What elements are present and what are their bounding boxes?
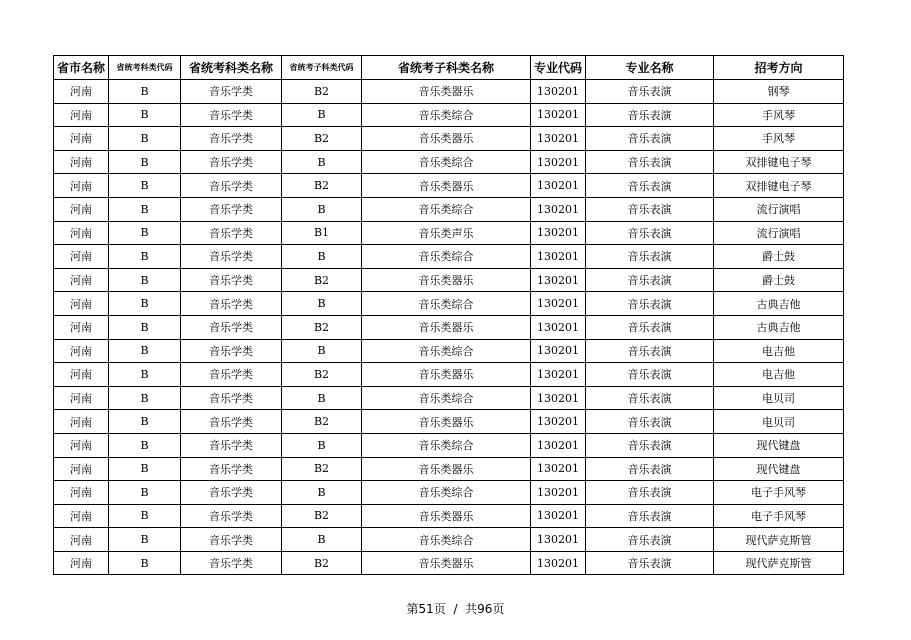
cell-subcategory-name: 音乐类器乐 bbox=[362, 410, 531, 434]
cell-major-name: 音乐表演 bbox=[586, 386, 714, 410]
cell-province: 河南 bbox=[54, 127, 109, 151]
cell-major-name: 音乐表演 bbox=[586, 481, 714, 505]
cell-province: 河南 bbox=[54, 197, 109, 221]
cell-subcategory-code: B bbox=[282, 245, 362, 269]
cell-category-code: B bbox=[109, 528, 181, 552]
cell-subcategory-code: B bbox=[282, 433, 362, 457]
cell-subcategory-code: B2 bbox=[282, 315, 362, 339]
cell-major-code: 130201 bbox=[531, 528, 586, 552]
cell-direction: 现代萨克斯管 bbox=[714, 528, 844, 552]
cell-direction: 爵士鼓 bbox=[714, 268, 844, 292]
cell-category-code: B bbox=[109, 174, 181, 198]
cell-direction: 现代键盘 bbox=[714, 457, 844, 481]
cell-major-name: 音乐表演 bbox=[586, 528, 714, 552]
header-row bbox=[54, 56, 844, 80]
cell-province: 河南 bbox=[54, 457, 109, 481]
cell-subcategory-code: B bbox=[282, 386, 362, 410]
table-row bbox=[54, 551, 844, 575]
cell-subcategory-code: B bbox=[282, 197, 362, 221]
cell-subcategory-name: 音乐类综合 bbox=[362, 150, 531, 174]
cell-direction: 电子手风琴 bbox=[714, 504, 844, 528]
cell-category-code: B bbox=[109, 103, 181, 127]
cell-major-code: 130201 bbox=[531, 315, 586, 339]
table-row bbox=[54, 268, 844, 292]
table-row bbox=[54, 433, 844, 457]
cell-category-name: 音乐学类 bbox=[181, 127, 282, 151]
table-row bbox=[54, 174, 844, 198]
page-number: 第51页 bbox=[406, 602, 446, 616]
cell-subcategory-name: 音乐类器乐 bbox=[362, 174, 531, 198]
cell-subcategory-code: B2 bbox=[282, 551, 362, 575]
cell-major-code: 130201 bbox=[531, 245, 586, 269]
cell-major-code: 130201 bbox=[531, 339, 586, 363]
cell-category-name: 音乐学类 bbox=[181, 197, 282, 221]
cell-category-name: 音乐学类 bbox=[181, 315, 282, 339]
cell-major-name: 音乐表演 bbox=[586, 504, 714, 528]
cell-major-code: 130201 bbox=[531, 127, 586, 151]
cell-direction: 电吉他 bbox=[714, 339, 844, 363]
cell-subcategory-code: B bbox=[282, 528, 362, 552]
cell-subcategory-name: 音乐类器乐 bbox=[362, 315, 531, 339]
cell-category-code: B bbox=[109, 363, 181, 387]
table-row bbox=[54, 150, 844, 174]
cell-direction: 手风琴 bbox=[714, 127, 844, 151]
cell-subcategory-name: 音乐类器乐 bbox=[362, 504, 531, 528]
cell-category-code: B bbox=[109, 504, 181, 528]
cell-subcategory-name: 音乐类综合 bbox=[362, 433, 531, 457]
cell-category-name: 音乐学类 bbox=[181, 410, 282, 434]
cell-major-name: 音乐表演 bbox=[586, 197, 714, 221]
cell-province: 河南 bbox=[54, 80, 109, 104]
cell-category-name: 音乐学类 bbox=[181, 433, 282, 457]
cell-major-code: 130201 bbox=[531, 150, 586, 174]
cell-province: 河南 bbox=[54, 245, 109, 269]
admissions-table bbox=[53, 55, 844, 575]
cell-subcategory-name: 音乐类综合 bbox=[362, 103, 531, 127]
cell-subcategory-code: B2 bbox=[282, 80, 362, 104]
cell-category-name: 音乐学类 bbox=[181, 245, 282, 269]
cell-province: 河南 bbox=[54, 150, 109, 174]
cell-category-name: 音乐学类 bbox=[181, 339, 282, 363]
cell-major-code: 130201 bbox=[531, 292, 586, 316]
cell-category-name: 音乐学类 bbox=[181, 80, 282, 104]
cell-category-name: 音乐学类 bbox=[181, 150, 282, 174]
cell-direction: 电吉他 bbox=[714, 363, 844, 387]
page-footer bbox=[0, 600, 911, 617]
cell-major-code: 130201 bbox=[531, 433, 586, 457]
cell-major-name: 音乐表演 bbox=[586, 127, 714, 151]
cell-category-code: B bbox=[109, 551, 181, 575]
cell-subcategory-name: 音乐类器乐 bbox=[362, 551, 531, 575]
cell-subcategory-code: B2 bbox=[282, 363, 362, 387]
page-separator: / bbox=[453, 602, 458, 616]
cell-category-code: B bbox=[109, 386, 181, 410]
cell-category-name: 音乐学类 bbox=[181, 221, 282, 245]
cell-category-code: B bbox=[109, 457, 181, 481]
cell-direction: 现代键盘 bbox=[714, 433, 844, 457]
cell-direction: 现代萨克斯管 bbox=[714, 551, 844, 575]
header-category-name: 省统考科类名称 bbox=[181, 56, 282, 80]
cell-major-name: 音乐表演 bbox=[586, 245, 714, 269]
cell-province: 河南 bbox=[54, 528, 109, 552]
table-row bbox=[54, 504, 844, 528]
cell-category-code: B bbox=[109, 292, 181, 316]
cell-major-name: 音乐表演 bbox=[586, 551, 714, 575]
cell-category-code: B bbox=[109, 410, 181, 434]
cell-subcategory-code: B bbox=[282, 150, 362, 174]
cell-major-name: 音乐表演 bbox=[586, 80, 714, 104]
table-row bbox=[54, 127, 844, 151]
cell-subcategory-name: 音乐类器乐 bbox=[362, 80, 531, 104]
table-row bbox=[54, 528, 844, 552]
cell-subcategory-name: 音乐类综合 bbox=[362, 528, 531, 552]
table-body bbox=[54, 80, 844, 575]
table-row bbox=[54, 457, 844, 481]
page-total: 共96页 bbox=[465, 602, 505, 616]
cell-major-code: 130201 bbox=[531, 174, 586, 198]
cell-direction: 电子手风琴 bbox=[714, 481, 844, 505]
table-row bbox=[54, 315, 844, 339]
header-province-name: 省市名称 bbox=[54, 56, 109, 80]
cell-category-name: 音乐学类 bbox=[181, 386, 282, 410]
cell-province: 河南 bbox=[54, 315, 109, 339]
table-row bbox=[54, 481, 844, 505]
table-row bbox=[54, 245, 844, 269]
cell-subcategory-code: B2 bbox=[282, 127, 362, 151]
cell-category-name: 音乐学类 bbox=[181, 504, 282, 528]
cell-category-code: B bbox=[109, 268, 181, 292]
cell-direction: 双排键电子琴 bbox=[714, 150, 844, 174]
cell-subcategory-name: 音乐类综合 bbox=[362, 481, 531, 505]
cell-subcategory-name: 音乐类器乐 bbox=[362, 457, 531, 481]
cell-major-code: 130201 bbox=[531, 386, 586, 410]
cell-province: 河南 bbox=[54, 481, 109, 505]
table-row bbox=[54, 386, 844, 410]
cell-province: 河南 bbox=[54, 504, 109, 528]
cell-subcategory-code: B bbox=[282, 292, 362, 316]
cell-major-code: 130201 bbox=[531, 363, 586, 387]
cell-major-name: 音乐表演 bbox=[586, 410, 714, 434]
header-major-code: 专业代码 bbox=[531, 56, 586, 80]
cell-subcategory-code: B1 bbox=[282, 221, 362, 245]
cell-major-name: 音乐表演 bbox=[586, 174, 714, 198]
cell-province: 河南 bbox=[54, 386, 109, 410]
cell-subcategory-code: B bbox=[282, 103, 362, 127]
cell-category-code: B bbox=[109, 127, 181, 151]
cell-category-name: 音乐学类 bbox=[181, 481, 282, 505]
cell-major-name: 音乐表演 bbox=[586, 457, 714, 481]
cell-province: 河南 bbox=[54, 103, 109, 127]
cell-subcategory-code: B2 bbox=[282, 174, 362, 198]
cell-subcategory-name: 音乐类综合 bbox=[362, 245, 531, 269]
cell-province: 河南 bbox=[54, 268, 109, 292]
table-row bbox=[54, 363, 844, 387]
cell-province: 河南 bbox=[54, 433, 109, 457]
table-row bbox=[54, 339, 844, 363]
cell-major-name: 音乐表演 bbox=[586, 268, 714, 292]
cell-category-code: B bbox=[109, 433, 181, 457]
cell-major-name: 音乐表演 bbox=[586, 433, 714, 457]
cell-major-code: 130201 bbox=[531, 551, 586, 575]
cell-direction: 古典吉他 bbox=[714, 315, 844, 339]
cell-direction: 流行演唱 bbox=[714, 221, 844, 245]
cell-province: 河南 bbox=[54, 363, 109, 387]
cell-category-code: B bbox=[109, 150, 181, 174]
cell-major-name: 音乐表演 bbox=[586, 315, 714, 339]
cell-subcategory-code: B bbox=[282, 339, 362, 363]
cell-major-name: 音乐表演 bbox=[586, 339, 714, 363]
cell-major-code: 130201 bbox=[531, 481, 586, 505]
cell-province: 河南 bbox=[54, 292, 109, 316]
table-row bbox=[54, 292, 844, 316]
cell-province: 河南 bbox=[54, 174, 109, 198]
cell-category-code: B bbox=[109, 339, 181, 363]
cell-category-name: 音乐学类 bbox=[181, 363, 282, 387]
cell-direction: 手风琴 bbox=[714, 103, 844, 127]
cell-subcategory-code: B2 bbox=[282, 410, 362, 434]
cell-subcategory-code: B2 bbox=[282, 504, 362, 528]
cell-category-name: 音乐学类 bbox=[181, 268, 282, 292]
cell-major-name: 音乐表演 bbox=[586, 150, 714, 174]
cell-category-code: B bbox=[109, 80, 181, 104]
table-row bbox=[54, 410, 844, 434]
cell-category-name: 音乐学类 bbox=[181, 457, 282, 481]
cell-subcategory-name: 音乐类器乐 bbox=[362, 363, 531, 387]
cell-direction: 爵士鼓 bbox=[714, 245, 844, 269]
cell-subcategory-name: 音乐类综合 bbox=[362, 292, 531, 316]
cell-category-code: B bbox=[109, 315, 181, 339]
cell-direction: 电贝司 bbox=[714, 386, 844, 410]
header-major-name: 专业名称 bbox=[586, 56, 714, 80]
cell-province: 河南 bbox=[54, 221, 109, 245]
cell-major-code: 130201 bbox=[531, 197, 586, 221]
cell-direction: 流行演唱 bbox=[714, 197, 844, 221]
cell-province: 河南 bbox=[54, 410, 109, 434]
header-subcategory-code: 省统考子科类代码 bbox=[282, 56, 362, 80]
cell-subcategory-name: 音乐类综合 bbox=[362, 197, 531, 221]
header-subcategory-name: 省统考子科类名称 bbox=[362, 56, 531, 80]
table-row bbox=[54, 197, 844, 221]
cell-subcategory-name: 音乐类综合 bbox=[362, 386, 531, 410]
table-row bbox=[54, 80, 844, 104]
cell-category-name: 音乐学类 bbox=[181, 551, 282, 575]
cell-major-name: 音乐表演 bbox=[586, 363, 714, 387]
cell-category-name: 音乐学类 bbox=[181, 103, 282, 127]
cell-subcategory-name: 音乐类器乐 bbox=[362, 268, 531, 292]
cell-category-code: B bbox=[109, 481, 181, 505]
cell-major-code: 130201 bbox=[531, 457, 586, 481]
cell-subcategory-name: 音乐类声乐 bbox=[362, 221, 531, 245]
cell-category-code: B bbox=[109, 245, 181, 269]
cell-direction: 钢琴 bbox=[714, 80, 844, 104]
cell-category-code: B bbox=[109, 221, 181, 245]
cell-major-name: 音乐表演 bbox=[586, 103, 714, 127]
table-row bbox=[54, 103, 844, 127]
cell-major-code: 130201 bbox=[531, 221, 586, 245]
cell-category-name: 音乐学类 bbox=[181, 174, 282, 198]
cell-subcategory-code: B bbox=[282, 481, 362, 505]
cell-province: 河南 bbox=[54, 339, 109, 363]
cell-direction: 古典吉他 bbox=[714, 292, 844, 316]
cell-major-code: 130201 bbox=[531, 268, 586, 292]
cell-major-name: 音乐表演 bbox=[586, 221, 714, 245]
cell-direction: 电贝司 bbox=[714, 410, 844, 434]
cell-subcategory-name: 音乐类综合 bbox=[362, 339, 531, 363]
cell-major-code: 130201 bbox=[531, 504, 586, 528]
cell-subcategory-name: 音乐类器乐 bbox=[362, 127, 531, 151]
table-row bbox=[54, 221, 844, 245]
cell-major-name: 音乐表演 bbox=[586, 292, 714, 316]
cell-province: 河南 bbox=[54, 551, 109, 575]
cell-major-code: 130201 bbox=[531, 410, 586, 434]
cell-category-code: B bbox=[109, 197, 181, 221]
header-category-code: 省统考科类代码 bbox=[109, 56, 181, 80]
header-direction: 招考方向 bbox=[714, 56, 844, 80]
cell-major-code: 130201 bbox=[531, 80, 586, 104]
cell-subcategory-code: B2 bbox=[282, 457, 362, 481]
cell-category-name: 音乐学类 bbox=[181, 528, 282, 552]
cell-direction: 双排键电子琴 bbox=[714, 174, 844, 198]
cell-major-code: 130201 bbox=[531, 103, 586, 127]
cell-subcategory-code: B2 bbox=[282, 268, 362, 292]
cell-category-name: 音乐学类 bbox=[181, 292, 282, 316]
